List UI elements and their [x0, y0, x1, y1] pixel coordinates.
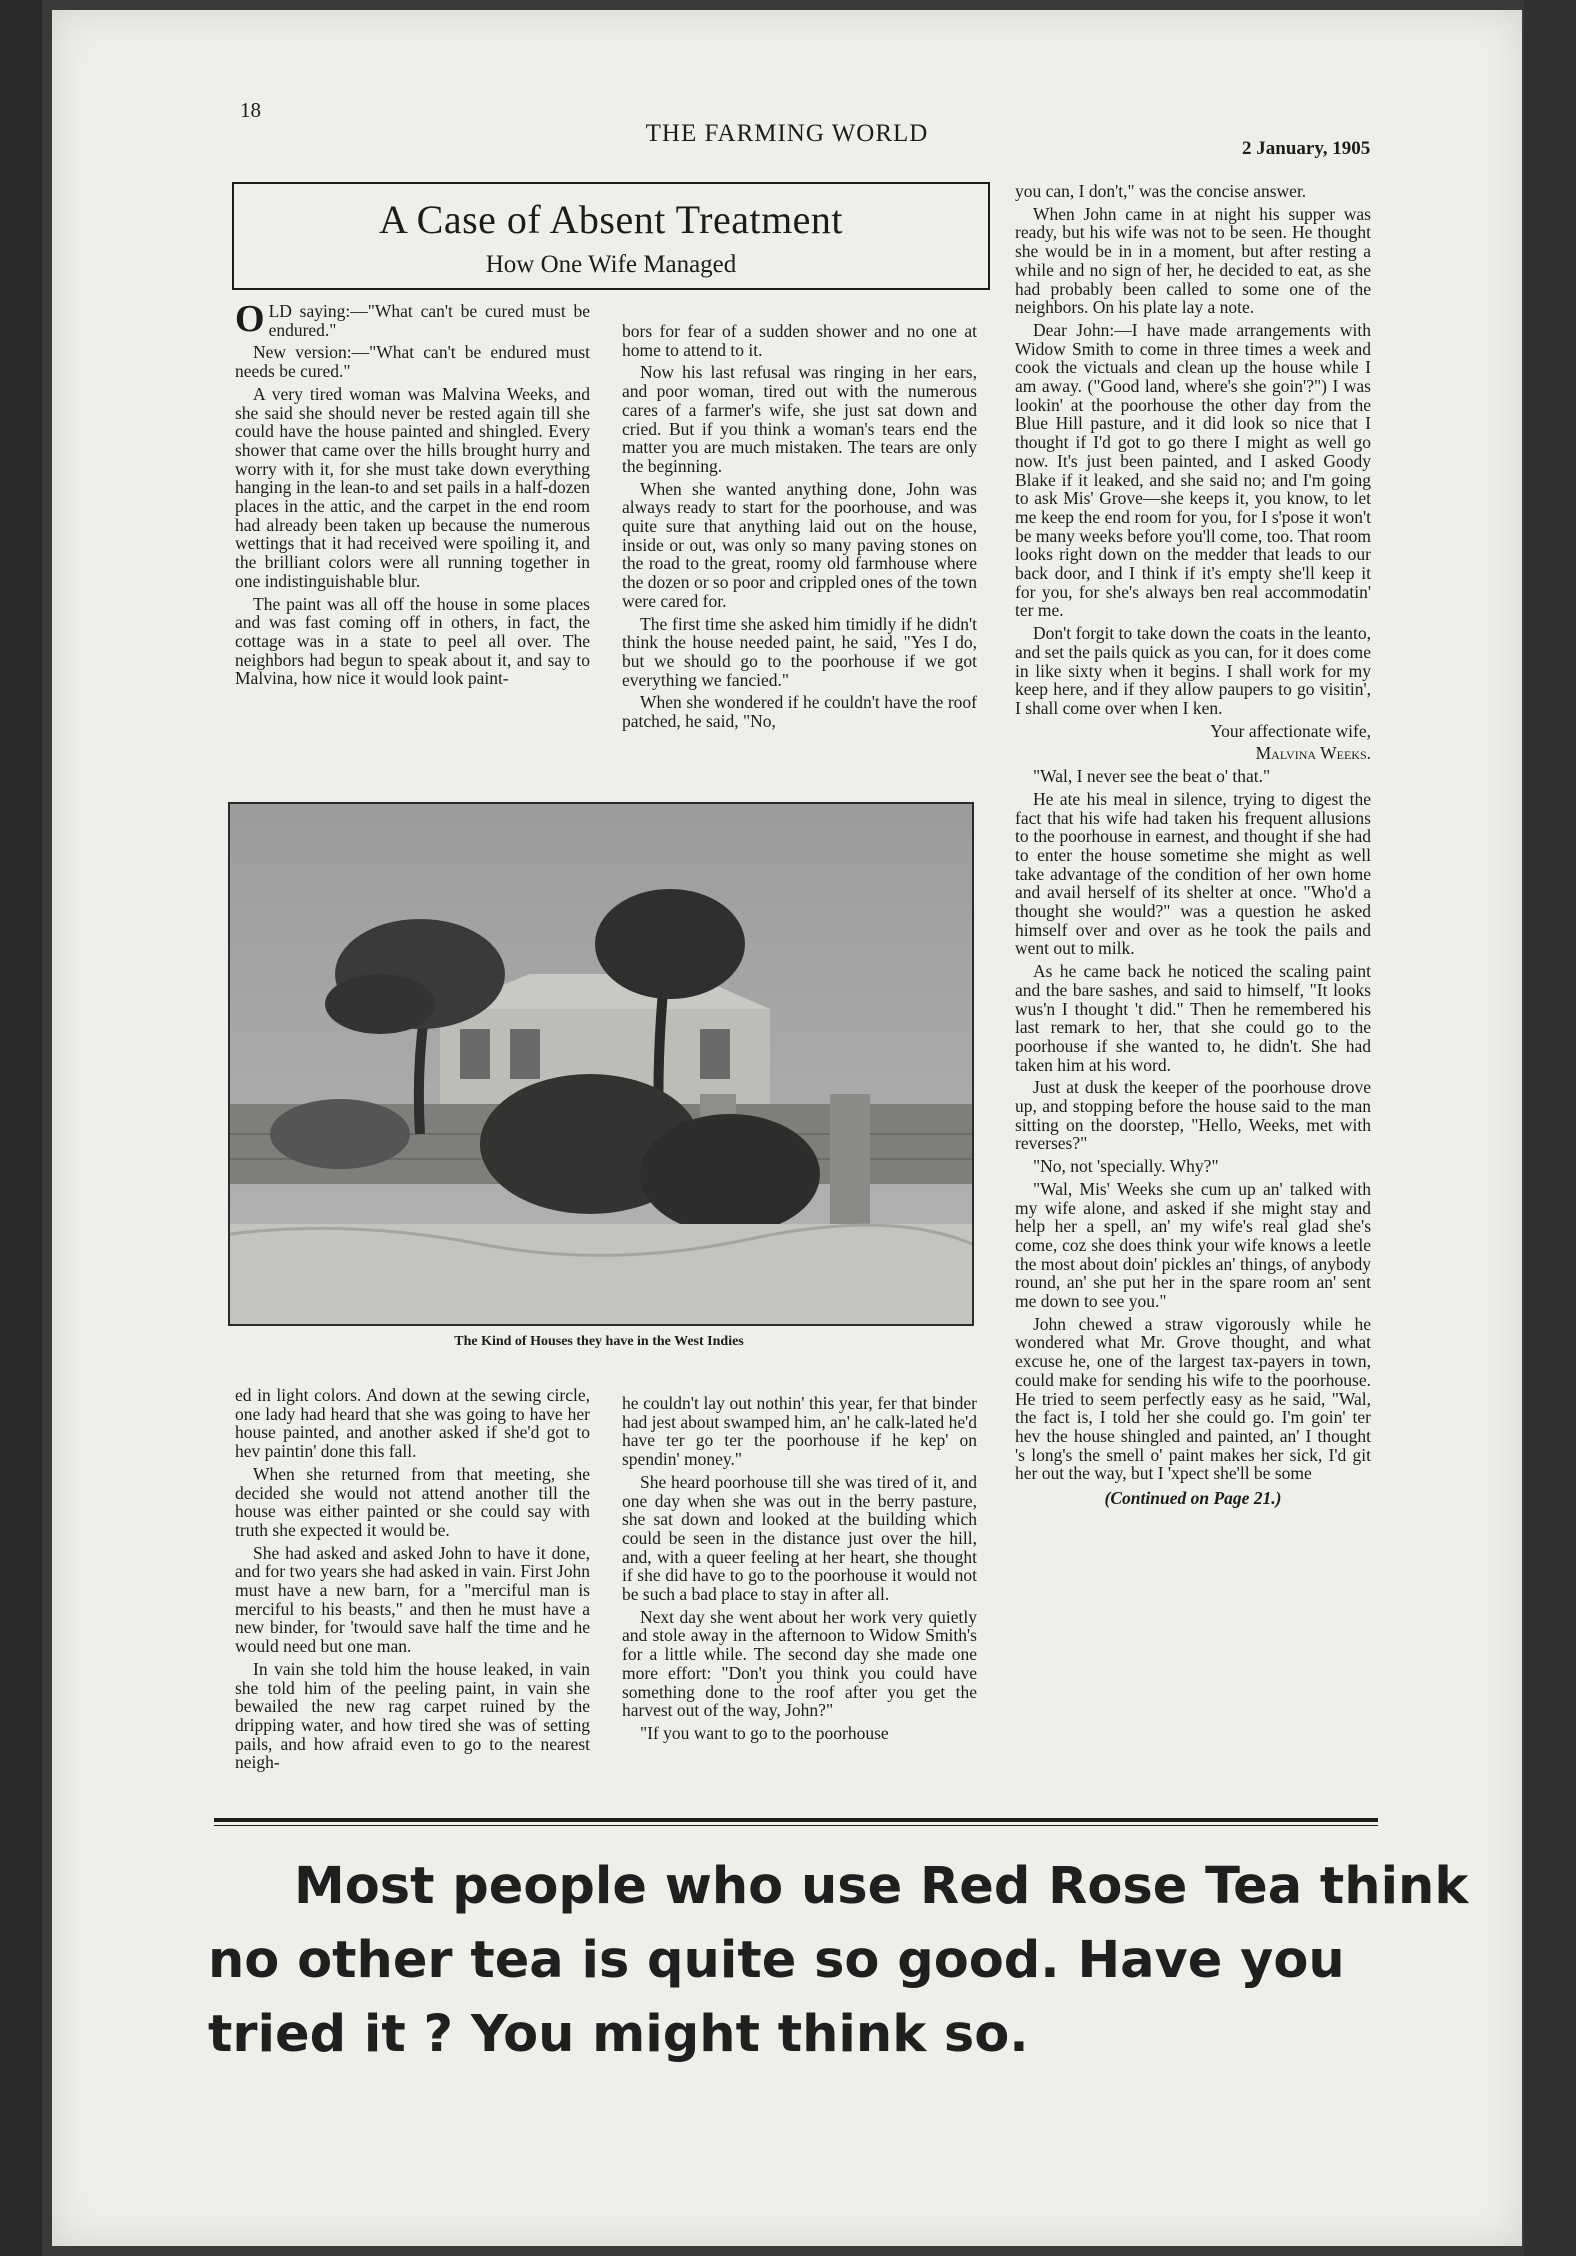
paragraph: She had asked and asked John to have it done, and for two years she had asked in vain. First John must have a new barn, for a "merciful man is merciful to his beasts," and then he must have a new binder, for 'twould save half the time and he would need but one man.	[235, 1542, 590, 1657]
paragraph: A very tired woman was Malvina Weeks, and she said she should never be rested again till she could have the house painted and shingled. Every shower that came over the hills brought hurry and worry with it, for she must take down everything hanging in the lean-to and set pails in a half-dozen places in the attic, and the carpet in the end room had already been taken up because the numerous wettings that it had received were spoiling it, and the brilliant colors were all running together in one indistinguishable blur.	[235, 383, 590, 591]
column-2-bottom	[622, 1394, 977, 1747]
paragraph: OLD saying:—"What can't be cured must be endured."	[235, 298, 590, 340]
paragraph: Now his last refusal was ringing in her ears, and poor woman, tired out with the numerous cares of a farmer's wife, she just sat down and cried. But if you think a woman's tears end the matter you are much mistaken. The tears are only the beginning.	[622, 362, 977, 476]
ad-divider-rule	[214, 1818, 1378, 1822]
paragraph: you can, I don't," was the concise answer.	[1015, 181, 1307, 201]
paragraph: He ate his meal in silence, trying to digest the fact that his wife had taken his frequent allusions to the poorhouse in earnest, and thought if she had to enter the house sometime she might as well take advantage of the condition of her own home and avail herself of its shelter at once. "Who'd a thought she would?" was a question he asked himself over and over as he took the pails and went out to milk.	[1015, 788, 1371, 959]
paragraph: "Wal, I never see the beat o' that."	[1033, 766, 1271, 787]
scanner-background-right	[1524, 0, 1576, 2256]
column-2-top	[622, 322, 977, 735]
paragraph: Don't forgit to take down the coats in the leanto, and set the pails quick as you can, for it does come in like sixty when it begins. I shall work for my keep here, and if they allow paupers to go visitin', I shall come over when I ken.	[1015, 623, 1371, 718]
paragraph: he couldn't lay out nothin' this year, fer that binder had jest about swamped him, an' he calk-lated he'd have ter go ter the poorhouse if he kep' on spendin' money."	[622, 1393, 977, 1470]
paragraph: When she returned from that meeting, she decided she would not attend another till the house was either painted or she could say with truth she expected it would be.	[235, 1463, 590, 1540]
paragraph: When John came in at night his supper was ready, but his wife was not to be seen. He thought she would be in in a moment, but after resting a while and no sign of her, he decided to eat, as she had probably been called to some one of the neighbors. On his plate lay a note.	[1015, 203, 1371, 318]
paragraph: In vain she told him the house leaked, in vain she told him of the peeling paint, in vain she bewailed the new rag carpet ruined by the dripping water, and how tired she was of setting pails, and how afraid even to go to the nearest neigh-	[235, 1658, 590, 1773]
paragraph: bors for fear of a sudden shower and no one at home to attend to it.	[622, 321, 977, 360]
paragraph: "No, not 'specially. Why?"	[1033, 1156, 1219, 1177]
ad-divider-rule-thin	[214, 1825, 1378, 1826]
paragraph: Next day she went about her work very quietly and stole away in the afternoon to Widow Smith's for a little while. The second day she made one more effort: "Don't you think you could have something done to the roof after you get the harvest out of the way, John?"	[622, 1606, 977, 1721]
ad-line: tried it ? You might think so.	[208, 2005, 1029, 2064]
west-indies-house-photo	[228, 802, 974, 1326]
paragraph: The paint was all off the house in some places and was fast coming off in others, in fact, the cottage was in a state to peel all over. The neighbors had begun to speak about it, and say to Malvina, how nice it would look paint-	[235, 593, 590, 689]
letter-signature: Malvina Weeks.	[1255, 743, 1371, 764]
paragraph: As he came back he noticed the scaling paint and the bare sashes, and said to himself, "It looks wus'n I thought 't did." Then he remembered his last remark to her, that she could go to the poorhouse if she wanted to, he didn't. She had taken him at his word.	[1015, 961, 1371, 1075]
paragraph: New version:—"What can't be endured must needs be cured."	[235, 342, 590, 382]
ad-line: no other tea is quite so good. Have you	[208, 1931, 1345, 1990]
paragraph: When she wanted anything done, John was always ready to start for the poorhouse, and was quite sure that anything laid out on the house, inside or out, was only so many paving stones on the road to the great, roomy old farmhouse where the dozen or so poor and crippled ones of the town were cared for.	[622, 478, 977, 611]
column-1-top	[235, 298, 590, 692]
paragraph: She heard poorhouse till she was tired of it, and one day when she was out in the berry pasture, she sat down and looked at the building which could be seen in the distance just over the hill, and, with a queer feeling at her heart, she thought if she did have to go to the poorhouse it would not be such a bad place to stay in after all.	[622, 1471, 977, 1605]
paragraph: Just at dusk the keeper of the poorhouse drove up, and stopping before the house said to the man sitting on the doorstep, "Hello, Weeks, met with reverses?"	[1015, 1077, 1371, 1154]
article-subtitle: How One Wife Managed	[485, 251, 737, 278]
scanner-background-left	[0, 0, 42, 2256]
page-number: 18	[240, 98, 261, 122]
photo-caption: The Kind of Houses they have in the West Indies	[454, 1334, 744, 1349]
column-1-bottom	[235, 1386, 590, 1776]
ad-line: Most people who use Red Rose Tea think	[294, 1857, 1469, 1916]
paragraph: "If you want to go to the poorhouse	[640, 1722, 889, 1743]
paragraph: When she wondered if he couldn't have the roof patched, he said, "No,	[622, 692, 977, 732]
paragraph: ed in light colors. And down at the sewing circle, one lady had heard that she was going to have her house painted, and another asked if she'd got to hev paintin' done this fall.	[235, 1385, 590, 1462]
drop-cap: O	[235, 298, 265, 340]
running-header: THE FARMING WORLD	[645, 120, 929, 147]
paragraph: Dear John:—I have made arrangements with Widow Smith to come in three times a week and cook the victuals and clean up the house while I am away. ("Good land, where's she goin'?") I was lookin' at the poorhouse the other day from the Blue Hill pasture, and it did look so nice that I thought if I'd got to go there I might as well go now. It's just been painted, and I asked Goody Blake if it leaked, and she said no; and I'm going to ask Mis' Grove—she keeps it, you know, to let me keep the end room for you, for I s'pose it won't be many weeks before you'll come, too. That room looks right down on the medder that leads to our back door, and I think if it's empty she'll keep it for you, for she's always ben real accommodatin' ter me.	[1015, 319, 1371, 621]
column-3	[1015, 182, 1371, 1508]
letter-closing: Your affectionate wife,	[1210, 720, 1371, 741]
magazine-page	[52, 10, 1522, 2246]
paragraph: John chewed a straw vigorously while he wondered what Mr. Grove thought, and what excuse he, one of the largest tax-payers in town, could make for sending his wife to the poorhouse. He tried to seem perfectly easy as he said, "Wal, the fact is, I told her she could go. I'm goin' ter hev the house shingled and painted, an' I thought 's long's the smell o' paint makes her sick, I'd git her out the way, but I 'xpect she'll be some	[1015, 1313, 1371, 1484]
red-rose-tea-advertisement	[202, 1850, 1469, 2072]
continued-notice: (Continued on Page 21.)	[1104, 1488, 1282, 1509]
article-title-box	[232, 182, 990, 290]
issue-date: 2 January, 1905	[1242, 138, 1371, 159]
article-title: A Case of Absent Treatment	[378, 197, 844, 242]
paragraph: The first time she asked him timidly if he didn't think the house needed paint, he said, "Yes I do, but we should go to the poorhouse if we got everything we fancied."	[622, 613, 977, 690]
paragraph: "Wal, Mis' Weeks she cum up an' talked with my wife alone, and asked if she might stay and help her a spell, an' my wife's real glad she's come, coz she does think your wife knows a leetle the most about doin' pickles an' things, of anybody round, an' she put her in the spare room an' sent me down to see you."	[1015, 1178, 1371, 1312]
